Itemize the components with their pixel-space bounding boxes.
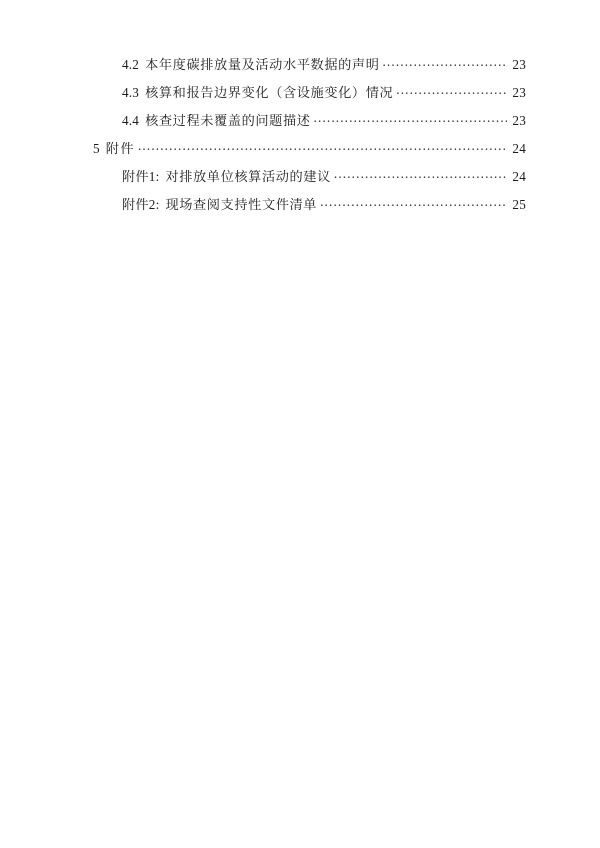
- toc-leader-dots: [138, 140, 507, 153]
- toc-entry-title: 本年度碳排放量及活动水平数据的声明: [145, 57, 380, 73]
- toc-entry-number: 附件1:: [122, 169, 160, 185]
- toc-entry-title: 核查过程未覆盖的问题描述: [145, 113, 311, 129]
- toc-entry-title: 核算和报告边界变化（含设施变化）情况: [145, 85, 394, 101]
- toc-entry-number: 4.3: [122, 85, 140, 101]
- toc-entry-page: 23: [512, 57, 526, 73]
- toc-leader-dots: [382, 56, 507, 69]
- toc-entry-title: 对排放单位核算活动的建议: [165, 169, 331, 185]
- table-of-contents: [74, 56, 526, 224]
- toc-entry[interactable]: [74, 168, 526, 196]
- toc-leader-dots: [334, 168, 507, 181]
- toc-entry-number: 附件2:: [122, 197, 160, 213]
- toc-entry-page: 24: [512, 141, 526, 157]
- toc-leader-dots: [320, 196, 507, 209]
- toc-entry-number: 4.2: [122, 57, 140, 73]
- toc-entry-title: 现场查阅支持性文件清单: [165, 197, 318, 213]
- toc-entry-number: 5: [93, 141, 100, 157]
- toc-leader-dots: [314, 112, 507, 125]
- toc-entry[interactable]: [74, 56, 526, 84]
- toc-entry-title: 附件: [105, 141, 135, 157]
- toc-entry[interactable]: [74, 112, 526, 140]
- toc-entry-page: 24: [512, 169, 526, 185]
- toc-entry-page: 23: [512, 113, 526, 129]
- toc-entry[interactable]: [74, 140, 526, 168]
- toc-entry-page: 25: [512, 197, 526, 213]
- toc-entry[interactable]: [74, 84, 526, 112]
- toc-entry[interactable]: [74, 196, 526, 224]
- toc-entry-number: 4.4: [122, 113, 140, 129]
- toc-leader-dots: [396, 84, 507, 97]
- toc-entry-page: 23: [512, 85, 526, 101]
